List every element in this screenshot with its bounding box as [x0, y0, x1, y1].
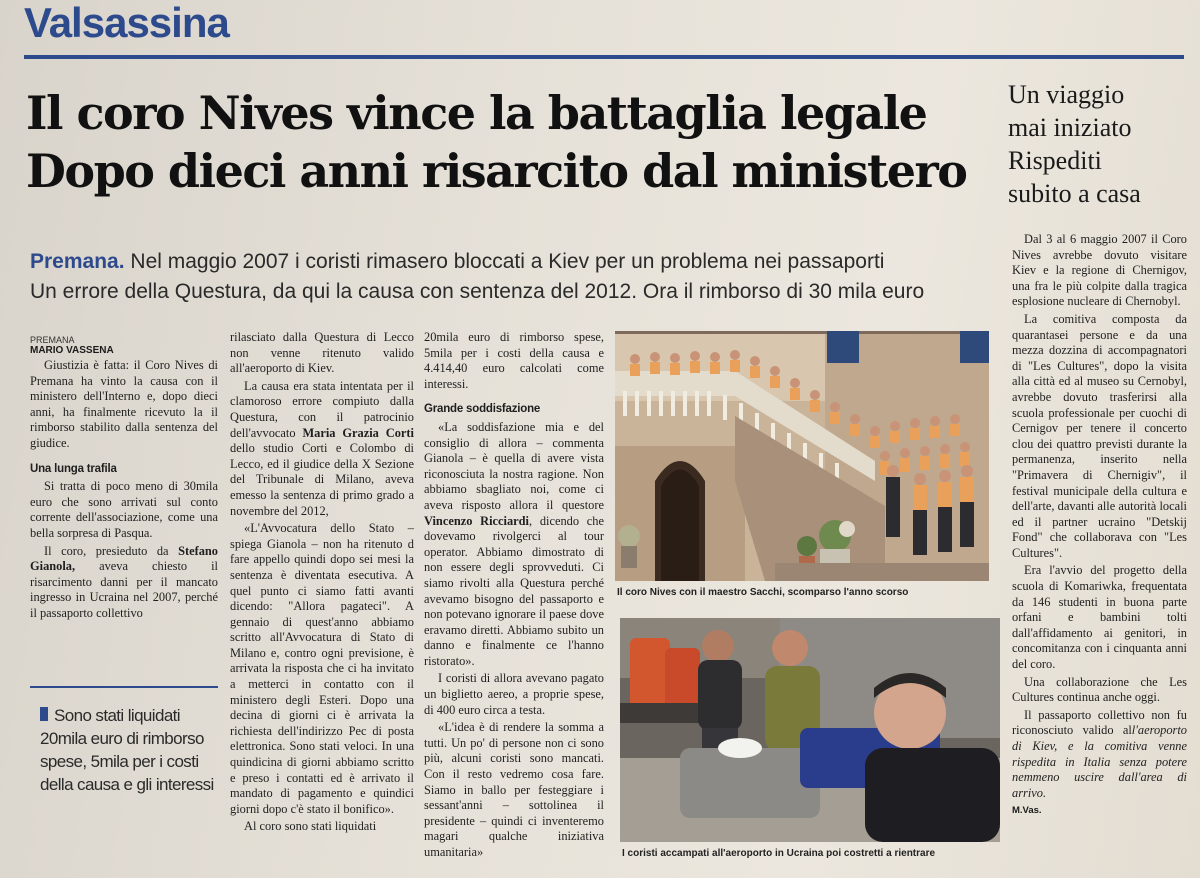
- pull-quote-text: Sono stati liquidati 20mila euro di rimborso spese, 5mila per i costi della causa e gli interessi: [40, 706, 214, 794]
- headline: [26, 84, 1006, 200]
- subheadline-text-1: Nel maggio 2007 i coristi rimasero bloccati a Kiev per un problema nei passaporti: [130, 250, 885, 273]
- paragraph: Al coro sono stati liquidati: [244, 819, 377, 834]
- airport-photo: [620, 618, 1000, 842]
- headline-line-2: Dopo dieci anni risarcito dal ministero: [26, 144, 967, 198]
- article-column-1: [30, 335, 218, 624]
- section-subheading: Grande soddisfazione: [424, 403, 541, 416]
- section-title: Valsassina: [24, 0, 229, 46]
- person-name: Vincenzo Ricciardi: [424, 513, 530, 528]
- subheadline: [30, 247, 990, 307]
- subheadline-line-1: [30, 247, 990, 277]
- section-subheading: Una lunga trafila: [30, 462, 117, 475]
- sidebar-column: [1012, 232, 1187, 816]
- paragraph: I coristi di allora avevano pagato un biglietto aereo, a proprie spese, di 400 euro circa a testa.: [424, 671, 604, 717]
- photo-caption-choir: Il coro Nives con il maestro Sacchi, scomparso l'anno scorso: [617, 587, 909, 598]
- pull-quote: [30, 686, 218, 818]
- person-name: Stefano Gianola,: [30, 543, 218, 574]
- paragraph: «L'idea è di rendere la somma a tutti. Un po' di persone non ci sono più, alcuni coristi sono mancati. Con il resto vedremo cosa fare. Siamo in ballo per festeggiare i sessant'anni – sottolinea il presidente – quindi ci inventeremo magari qualche iniziativa umanitaria»: [424, 720, 604, 859]
- paragraph: Una collaborazione che Les Cultures continua anche oggi.: [1012, 674, 1187, 705]
- article-column-3: [424, 330, 604, 863]
- choir-photo: [615, 331, 989, 581]
- paragraph: La causa era stata intentata per il clamoroso errore compiuto dalla Questura, con il patrocinio dell'avvocato Maria Grazia Corti dello studio Corti e Colombo di Lecco, ed il giudice della X Sezione del Tribunale di Milano, aveva emesso la sentenza di primo grado a novembre del 2012,: [230, 378, 414, 518]
- quote-marker: [40, 707, 48, 721]
- paragraph: 20mila euro di rimborso spese, 5mila per i costi della causa e 4.414,40 euro calcolati come interessi.: [424, 330, 604, 391]
- article-column-2: [230, 330, 414, 837]
- person-name: Maria Grazia Corti: [302, 425, 414, 440]
- sidebar-headline: Un viaggio mai iniziato Rispediti subito a casa: [1008, 80, 1141, 208]
- headline-line-1: Il coro Nives vince la battaglia legale: [26, 86, 927, 140]
- paragraph: «La soddisfazione mia e del consiglio di allora – commenta Gianola – è quella di avere vista riconosciuta la nostra ragione. Non abbiamo sbagliato noi, come ci aveva risposto allora il questore Vincenzo Ricciardi, dicendo che dovevamo rivolgerci al tour operator. Abbiamo dimostrato di non essere degli sprovveduti. Ci siamo rivolti alla Questura perché avevamo bisogno del passaporto e non potevano ignorare il paese dove eravamo diretti. Abbiamo subito un danno e finalmente ce l'hanno ristorato».: [424, 419, 604, 668]
- subheadline-line-2: Un errore della Questura, da qui la causa con sentenza del 2012. Ora il rimborso di 30 mila euro: [30, 280, 925, 303]
- paragraph: Giustizia è fatta: il Coro Nives di Premana ha vinto la causa con il ministero dell'Interno e, dopo dieci anni, ha finalmente ricevuto la il rimborso stabilito dalla sentenza del giudice.: [30, 358, 218, 450]
- paragraph: Era l'avvio del progetto della scuola di Komariwka, frequentata da 146 studenti in buona parte orfani e bambini tolti dall'affidamento ai genitori, in concomitanza con i cinquanta anni del coro.: [1012, 563, 1187, 672]
- section-rule: [24, 55, 1184, 59]
- sidebar-signature: M.Vas.: [1012, 805, 1042, 817]
- paragraph: Dal 3 al 6 maggio 2007 il Coro Nives avrebbe dovuto visitare Kiev e la regione di Chernigov, una fra le più colpite dalla tragica esplosione nucleare di Chernobyl.: [1012, 232, 1187, 309]
- photo-caption-airport: I coristi accampati all'aeroporto in Ucraina poi costretti a rientrare: [622, 848, 936, 859]
- paragraph: «L'Avvocatura dello Stato – spiega Gianola – non ha ritenuto d fare appello quindi dopo sei mesi la sentenza è diventata esecutiva. A quel punto ci siamo fatti avanti dicendo: "Allora pagateci". A gennaio di quest'anno abbiamo scritto all'Avvocatura di Stato di Milano e, contro ogni previsione, è arrivata la risposta che ci ha invitato a metterci in contatto con il ministero degli Esteri. Dopo una decina di giorni ci è arrivata la richiesta dell'indirizzo Pec di posta elettronica. Sono stati veloci. In una quindicina di giorni abbiamo scritto e preso i contatti ed è arrivato il mandato di pagamento e quindici giorni dopo c'è stato il bonifico».: [230, 521, 414, 816]
- paragraph: Il coro, presieduto da Stefano Gianola, aveva chiesto il risarcimento danni per il mancato ingresso in Ucraina nel 2007, perché il passaporto collettivo: [30, 543, 218, 620]
- paragraph: Il passaporto collettivo non fu riconosciuto valido all'aeroporto di Kiev, e la comitiva venne rispedita in Italia senza potere nemmeno uscire dall'area di arrivo.: [1012, 707, 1187, 800]
- byline-author: MARIO VASSENA: [30, 345, 114, 356]
- paragraph: rilasciato dalla Questura di Lecco non venne ritenuto valido all'aeroporto di Kiev.: [230, 330, 414, 376]
- paragraph: La comitiva composta da quarantasei persone e da una mezza dozzina di accompagnatori di "Les Cultures", dopo la visita alla città ed al museo su Cernobyl, avrebbe dovuto trasferirsi alla scuola professionale per cuochi di Cernigov per tenere il concerto clou dei quattro previsti durante la permanenza, inserito nella "Primavera di Chernigiv", il festival municipale della cultura e dell'arte, davanti alle autorità locali ed il partner ucraino "Detskij Fond" che collaborava con "Les Cultures".: [1012, 311, 1187, 560]
- paragraph: Si tratta di poco meno di 30mila euro che sono arrivati sul conto corrente dell'associazione, come una bella sorpresa di Pasqua.: [30, 479, 218, 540]
- subheadline-kicker: Premana.: [30, 250, 125, 273]
- dateline-location: PREMANA: [30, 335, 75, 345]
